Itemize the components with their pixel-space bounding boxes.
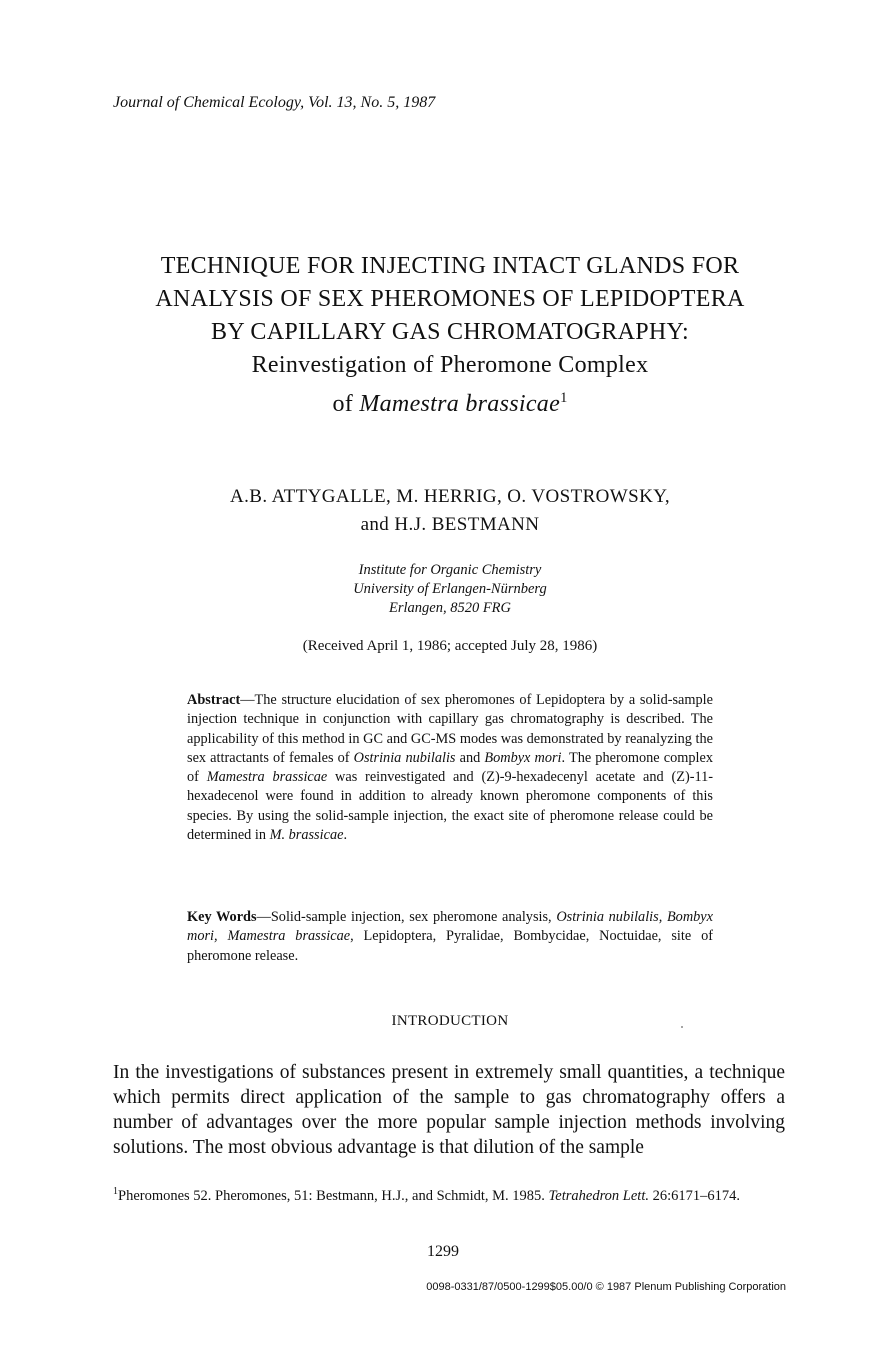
abstract-species-3: Mamestra brassicae [206, 769, 328, 786]
footnote [113, 1187, 785, 1205]
journal-header: Journal of Chemical Ecology, Vol. 13, No. 5, 1987 [113, 94, 436, 111]
copyright-line: 0098-0331/87/0500-1299$05.00/0 © 1987 Plenum Publishing Corporation [426, 1281, 786, 1293]
abstract [187, 691, 713, 845]
subtitle-line-2 [60, 382, 840, 421]
keywords-label: Key Words [187, 909, 257, 925]
keywords-text-1: —Solid-sample injection, sex pheromone analysis, [256, 909, 557, 925]
abstract-species-4: M. brassicae [269, 827, 344, 844]
abstract-text-1: —The structure elucidation of sex pheromones of Lepidoptera by a solid-sample injection technique in conjunction with capillary gas chromatography is described. The applicability of this method in GC and GC-MS modes was demonstrated by reanalyzing the sex attractants of females of [187, 692, 713, 766]
affiliation-line-1: Institute for Organic Chemistry [358, 562, 542, 578]
title-line-3: BY CAPILLARY GAS CHROMATOGRAPHY: [211, 319, 689, 345]
affiliation-line-2: University of Erlangen-Nürnberg [353, 581, 547, 597]
authors-line-1: A.B. ATTYGALLE, M. HERRIG, O. VOSTROWSKY, [229, 486, 671, 507]
subtitle-line-1: Reinvestigation of Pheromone Complex [251, 352, 649, 378]
subtitle-prefix: of [332, 391, 360, 417]
footnote-mark: 1 [113, 1186, 118, 1198]
abstract-text-4: was reinvestigated and (Z)-9-hexadecenyl acetate and (Z)-11-hexadecenol were found in addition to already known pheromone components of this species. By using the solid-sample injection, the exact site of pheromone release could be determined in [187, 769, 714, 844]
article-title [60, 250, 840, 421]
title-footnote-mark: 1 [560, 390, 568, 406]
abstract-text-2: and [455, 749, 485, 766]
abstract-species-1: Ostrinia nubilalis [353, 749, 456, 766]
abstract-text-5: . [343, 827, 348, 844]
section-heading-introduction: INTRODUCTION [391, 1013, 509, 1029]
abstract-label: Abstract [187, 692, 241, 708]
key-words [187, 908, 713, 966]
stray-mark [681, 1026, 683, 1028]
abstract-species-2: Bombyx mori [484, 749, 562, 766]
affiliation [250, 561, 650, 618]
footnote-text: Pheromones 52. Pheromones, 51: Bestmann, H.J., and Schmidt, M. 1985. [118, 1188, 549, 1204]
keywords-text-2: , Lepidoptera, Pyralidae, Bombycidae, Noctuidae, site of pheromone release. [187, 928, 713, 964]
affiliation-line-3: Erlangen, 8520 FRG [388, 600, 512, 616]
authors-line-2: and H.J. BESTMANN [360, 514, 540, 535]
introduction-paragraph: In the investigations of substances present in extremely small quantities, a technique which permits direct application of the sample to gas chromatography offers a number of advantages over the more popular sample injection methods involving solutions. The most obvious advantage is that dilution of the sample [113, 1062, 785, 1158]
title-line-2: ANALYSIS OF SEX PHEROMONES OF LEPIDOPTERA [155, 286, 745, 312]
footnote-citation: 26:6171–6174. [649, 1188, 741, 1204]
keywords-species: Ostrinia nubilalis, Bombyx mori, Mamestra brassicae [187, 909, 713, 945]
abstract-text-3: . The pheromone complex of [187, 749, 713, 786]
author-list [110, 483, 790, 539]
received-dates: (Received April 1, 1986; accepted July 28, 1986) [302, 638, 598, 654]
page-number: 1299 [427, 1243, 459, 1260]
footnote-journal: Tetrahedron Lett. [548, 1188, 649, 1204]
title-line-1: TECHNIQUE FOR INJECTING INTACT GLANDS FOR [160, 253, 740, 279]
subtitle-species: Mamestra brassicae [359, 391, 561, 417]
